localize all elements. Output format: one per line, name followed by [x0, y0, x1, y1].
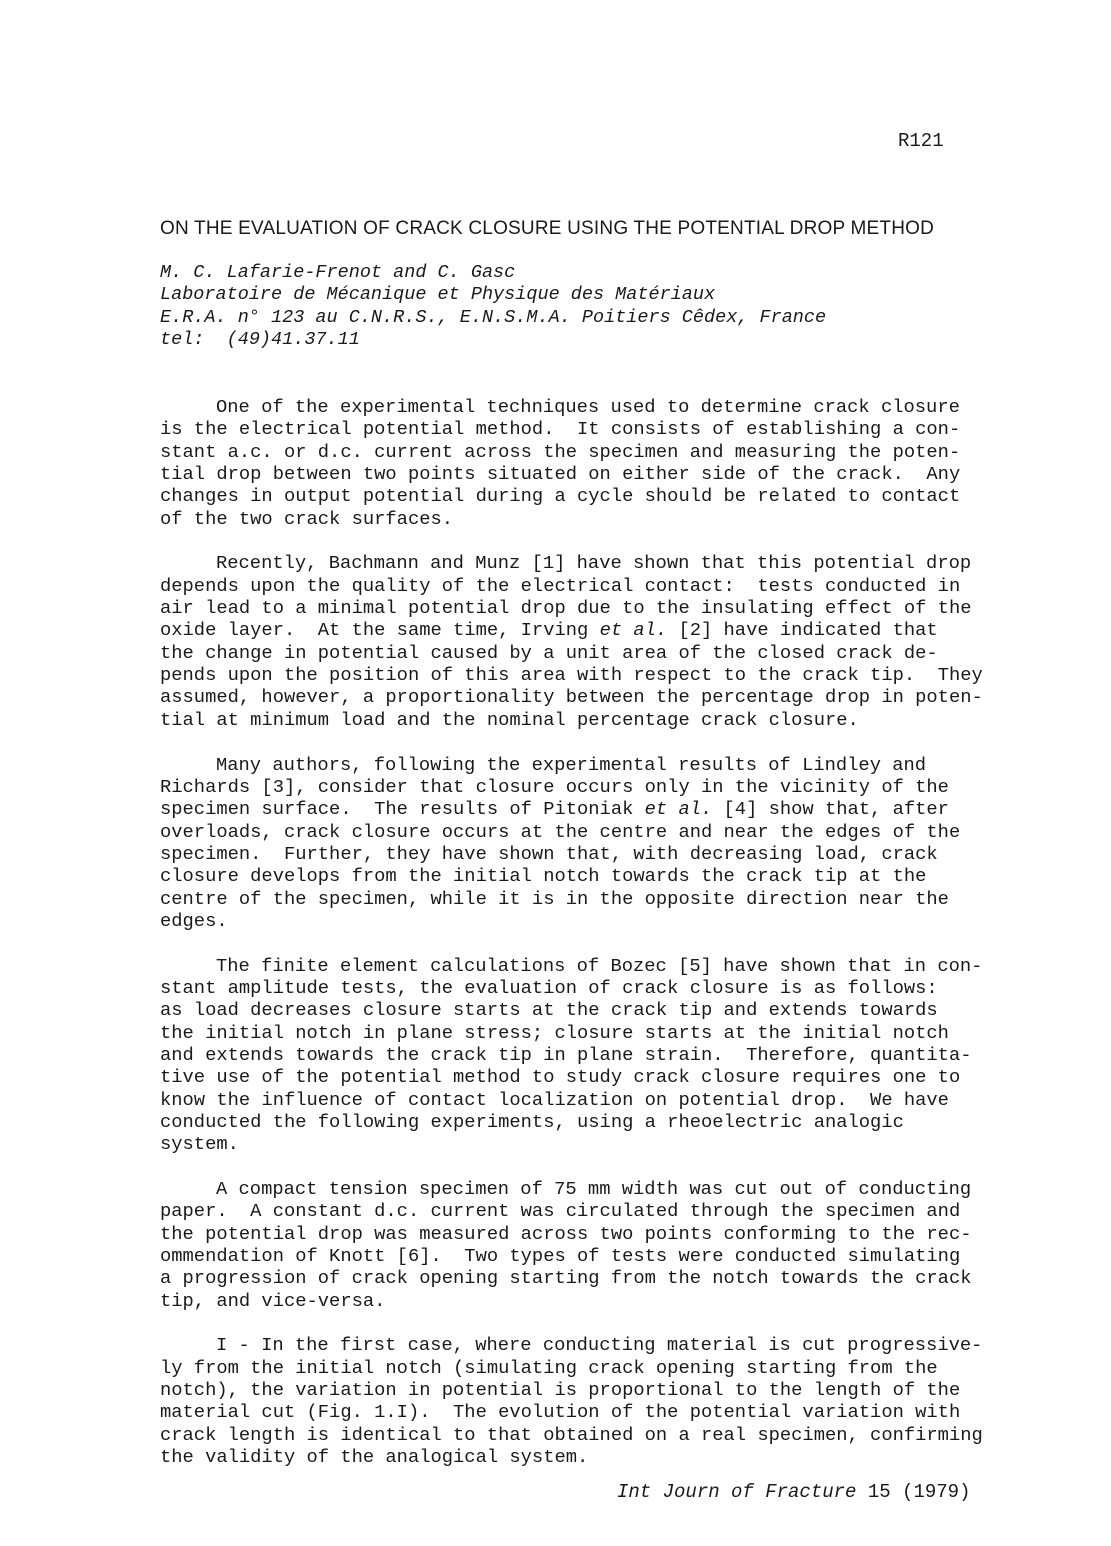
text-line: tip, and vice-versa.: [160, 1289, 386, 1312]
text-line: ommendation of Knott [6]. Two types of tests were conducted simulating: [160, 1245, 961, 1268]
text-line: of the two crack surfaces.: [160, 507, 454, 530]
text-line: stant a.c. or d.c. current across the specimen and measuring the poten-: [160, 440, 961, 463]
author-names: M. C. Lafarie-Frenot and C. Gasc: [160, 262, 516, 283]
text-line: oxide layer. At the same time, Irving et al. [2] have indicated that: [160, 619, 938, 642]
text-line: tial at minimum load and the nominal percentage crack closure.: [160, 708, 859, 731]
paper-title: ON THE EVALUATION OF CRACK CLOSURE USING THE POTENTIAL DROP METHOD: [160, 218, 935, 239]
text-line: a progression of crack opening starting from the notch towards the crack: [160, 1267, 972, 1290]
text-line: air lead to a minimal potential drop due to the insulating effect of the: [160, 597, 972, 620]
journal-volume-year: 15 (1979): [856, 1481, 971, 1503]
page-number: R121: [898, 130, 944, 152]
author-address: E.R.A. n° 123 au C.N.R.S., E.N.S.M.A. Poitiers Cêdex, France: [160, 306, 827, 328]
paragraph: [160, 1178, 970, 1312]
journal-name: Int Journ of Fracture: [617, 1481, 857, 1503]
text-line: depends upon the quality of the electrical contact: tests conducted in: [160, 574, 961, 597]
text-line: overloads, crack closure occurs at the centre and near the edges of the: [160, 820, 961, 843]
paragraph: [160, 954, 983, 1156]
text-line: centre of the specimen, while it is in the opposite direction near the: [160, 887, 949, 910]
text-line: pends upon the position of this area with respect to the crack tip. They: [160, 664, 983, 687]
paragraph: [160, 1334, 983, 1469]
paragraph: [160, 552, 983, 731]
journal-footer: [617, 1480, 970, 1504]
text-line: ly from the initial notch (simulating crack opening starting from the: [160, 1356, 938, 1379]
text-line: the initial notch in plane stress; closure starts at the initial notch: [160, 1021, 949, 1044]
text-line: I - In the first case, where conducting material is cut progressive-: [216, 1334, 983, 1357]
latin-abbreviation: et al.: [644, 798, 713, 821]
text-line: specimen. Further, they have shown that, with decreasing load, crack: [160, 842, 938, 865]
body-text: [160, 396, 983, 1491]
author-telephone: tel: (49)41.37.11: [160, 329, 360, 351]
text-line: as load decreases closure starts at the crack tip and extends towards: [160, 999, 938, 1022]
text-line: closure develops from the initial notch towards the crack tip at the: [160, 865, 927, 888]
text-line: system.: [160, 1133, 239, 1156]
text-line: notch), the variation in potential is proportional to the length of the: [160, 1379, 961, 1402]
text-line: tial drop between two points situated on either side of the crack. Any: [160, 463, 961, 486]
paragraph: [160, 754, 970, 933]
text-line: is the electrical potential method. It consists of establishing a con-: [160, 418, 961, 441]
text-line: the potential drop was measured across two points conforming to the rec-: [160, 1222, 972, 1245]
text-line: Richards [3], consider that closure occurs only in the vicinity of the: [160, 775, 949, 798]
text-line: know the influence of contact localization on potential drop. We have: [160, 1088, 949, 1111]
text-line: material cut (Fig. 1.I). The evolution of the potential variation with: [160, 1401, 961, 1424]
text-line: specimen surface. The results of Pitoniak et al. [4] show that, after: [160, 798, 949, 821]
author-block: [160, 262, 826, 352]
text-line: A compact tension specimen of 75 mm width was cut out of conducting: [216, 1178, 972, 1201]
text-line: the change in potential caused by a unit area of the closed crack de-: [160, 641, 938, 664]
text-line: stant amplitude tests, the evaluation of crack closure is as follows:: [160, 976, 938, 999]
text-line: tive use of the potential method to study crack closure requires one to: [160, 1066, 961, 1089]
text-line: The finite element calculations of Bozec [5] have shown that in con-: [216, 954, 983, 977]
text-line: assumed, however, a proportionality between the percentage drop in poten-: [160, 686, 983, 709]
text-line: Recently, Bachmann and Munz [1] have shown that this potential drop: [216, 552, 972, 575]
paragraph: [160, 396, 970, 530]
latin-abbreviation: et al.: [599, 619, 668, 642]
text-line: changes in output potential during a cycle should be related to contact: [160, 485, 961, 508]
text-line: edges.: [160, 909, 228, 932]
text-line: conducted the following experiments, using a rheoelectric analogic: [160, 1111, 904, 1133]
author-laboratory: Laboratoire de Mécanique et Physique des Matériaux: [160, 284, 716, 306]
text-line: the validity of the analogical system.: [160, 1446, 589, 1469]
text-line: One of the experimental techniques used to determine crack closure: [216, 396, 960, 418]
text-line: paper. A constant d.c. current was circulated through the specimen and: [160, 1200, 961, 1223]
text-line: Many authors, following the experimental results of Lindley and: [216, 753, 927, 776]
text-line: crack length is identical to that obtained on a real specimen, confirming: [160, 1423, 983, 1446]
text-line: and extends towards the crack tip in plane strain. Therefore, quantita-: [160, 1043, 972, 1066]
